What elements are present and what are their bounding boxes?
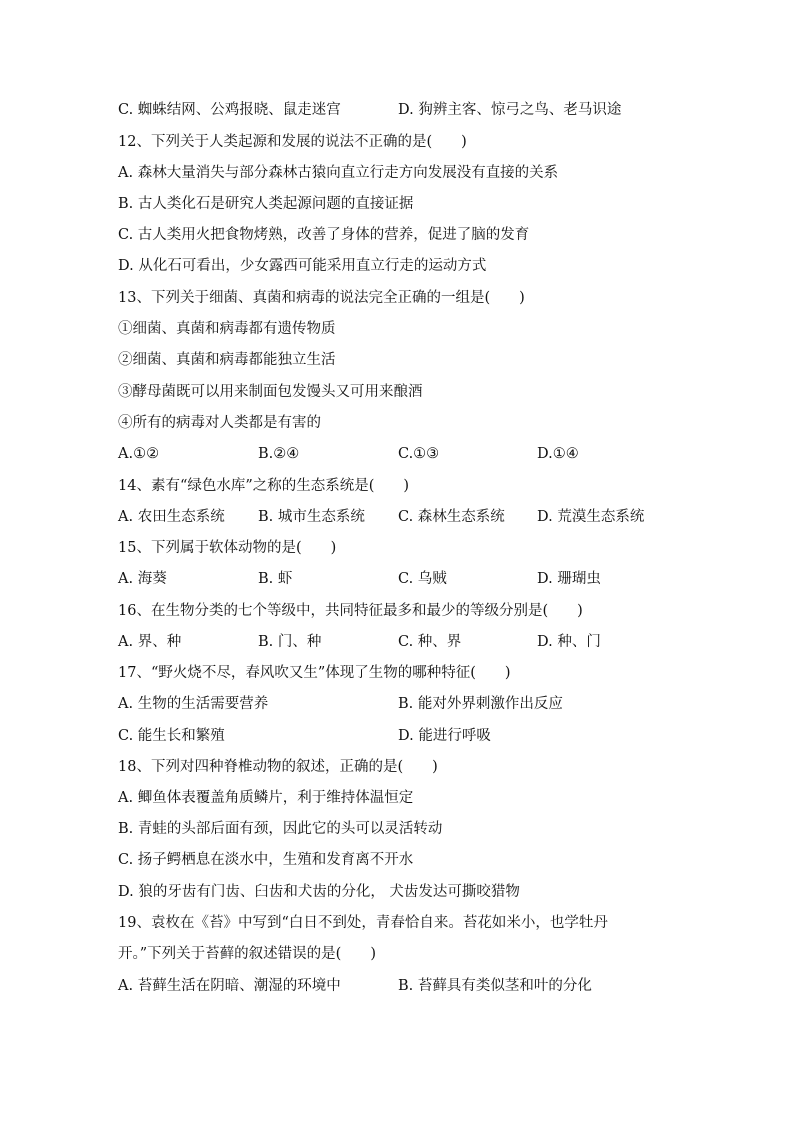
option-b: B.②④ — [258, 446, 300, 462]
question-13: 13、下列关于细菌、真菌和病毒的说法完全正确的一组是( ) — [118, 290, 525, 306]
option-a: A. 苔藓生活在阴暗、潮湿的环境中 — [118, 978, 341, 994]
question-12: 12、下列关于人类起源和发展的说法不正确的是( ) — [118, 134, 467, 150]
option-b: B. 城市生态系统 — [258, 509, 365, 525]
option-a: A. 海葵 — [118, 571, 167, 587]
option-c: C. 森林生态系统 — [398, 509, 505, 525]
option-c: C. 蜘蛛结网、公鸡报晓、鼠走迷宫 — [118, 102, 341, 118]
option-c: C. 种、界 — [398, 634, 462, 650]
statement-3: ③酵母菌既可以用来制面包发馒头又可用来酿酒 — [118, 384, 423, 400]
option-c: C. 扬子鳄栖息在淡水中，生殖和发育离不开水 — [118, 852, 414, 868]
statement-4: ④所有的病毒对人类都是有害的 — [118, 415, 321, 431]
question-17: 17、“野火烧不尽，春风吹又生”体现了生物的哪种特征( ) — [118, 665, 511, 681]
option-a: A. 生物的生活需要营养 — [118, 696, 269, 712]
option-b: B. 古人类化石是研究人类起源问题的直接证据 — [118, 196, 414, 212]
question-15: 15、下列属于软体动物的是( ) — [118, 540, 337, 556]
option-b: B. 门、种 — [258, 634, 322, 650]
question-16: 16、在生物分类的七个等级中，共同特征最多和最少的等级分别是( ) — [118, 603, 583, 619]
option-d: D. 种、门 — [537, 634, 601, 650]
option-b: B. 苔藓具有类似茎和叶的分化 — [398, 978, 592, 994]
option-d: D. 狗辨主客、惊弓之鸟、老马识途 — [398, 102, 622, 118]
option-b: B. 虾 — [258, 571, 293, 587]
option-d: D. 荒漠生态系统 — [537, 509, 645, 525]
question-19: 19、袁枚在《苔》中写到“白日不到处，青春恰自来。苔花如米小，也学牡丹 — [118, 915, 608, 931]
option-d: D. 珊瑚虫 — [537, 571, 601, 587]
option-b: B. 青蛙的头部后面有颈，因此它的头可以灵活转动 — [118, 821, 443, 837]
question-14: 14、素有“绿色水库”之称的生态系统是( ) — [118, 478, 410, 494]
statement-2: ②细菌、真菌和病毒都能独立生活 — [118, 352, 336, 368]
option-d: D. 能进行呼吸 — [398, 728, 491, 744]
option-a: A. 鲫鱼体表覆盖角质鳞片，利于维持体温恒定 — [118, 790, 414, 806]
option-d: D.①④ — [537, 446, 579, 462]
option-b: B. 能对外界刺激作出反应 — [398, 696, 563, 712]
option-c: C. 能生长和繁殖 — [118, 728, 225, 744]
option-d: D. 从化石可看出，少女露西可能采用直立行走的运动方式 — [118, 258, 487, 274]
question-18: 18、下列对四种脊椎动物的叙述，正确的是( ) — [118, 759, 438, 775]
option-a: A. 森林大量消失与部分森林古猿向直立行走方向发展没有直接的关系 — [118, 165, 559, 181]
option-a: A.①② — [118, 446, 160, 462]
option-c: C. 古人类用火把食物烤熟，改善了身体的营养，促进了脑的发育 — [118, 227, 530, 243]
option-a: A. 界、种 — [118, 634, 182, 650]
option-d: D. 狼的牙齿有门齿、臼齿和犬齿的分化， 犬齿发达可撕咬猎物 — [118, 884, 520, 900]
option-c: C.①③ — [398, 446, 440, 462]
option-a: A. 农田生态系统 — [118, 509, 225, 525]
option-c: C. 乌贼 — [398, 571, 447, 587]
question-19-cont: 开。”下列关于苔藓的叙述错误的是( ) — [118, 946, 376, 962]
statement-1: ①细菌、真菌和病毒都有遗传物质 — [118, 321, 336, 337]
